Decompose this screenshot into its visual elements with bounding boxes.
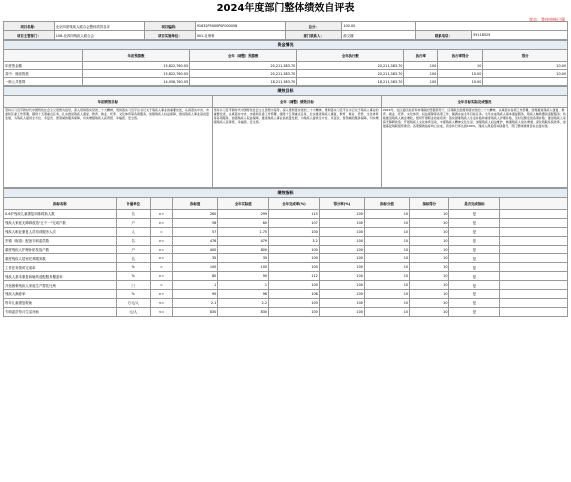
indicator-score-rate: 100: [319, 298, 364, 307]
indicator-name: 工作任务按时完成率: [4, 263, 117, 272]
indicator-unit: 万元/人: [116, 298, 150, 307]
indicators-section-title: 绩效指标: [4, 189, 568, 198]
funds-adjusted: 20,211,383.70: [190, 62, 297, 70]
indicator-done: 是: [449, 254, 500, 263]
indicator-row: [4, 272, 568, 281]
indicator-weight: 10: [364, 290, 409, 299]
indicator-done: 是: [449, 218, 500, 227]
indicator-unit: 名: [116, 210, 150, 219]
indicator-rate: 100: [269, 307, 320, 316]
indicator-actual: 2.2: [218, 298, 269, 307]
indicator-name: 重度残疾人居家托养服务数: [4, 254, 117, 263]
indicator-operator: >=: [150, 210, 173, 219]
funds-row-label: 一般公共预算: [4, 78, 83, 86]
indicator-rate: 100: [269, 298, 320, 307]
indicator-operator: =: [150, 281, 173, 290]
funds-section-title: 资金情况: [4, 41, 568, 50]
indicator-row: [4, 218, 568, 227]
project-name: 北京四宽残疾人联合会整体绩效自评: [54, 22, 144, 31]
indicator-operator: >=: [150, 218, 173, 227]
goals-header: 全年目标实际完成情况: [381, 96, 567, 108]
project-code-label: 项目编码：: [144, 22, 195, 31]
indicator-rate: 100: [269, 281, 320, 290]
indicator-score-rate: 100: [319, 236, 364, 245]
project-code: 91632P5000P0F000058: [195, 22, 285, 31]
indicator-unit: %: [116, 290, 150, 299]
funds-rate-score: 10.00: [438, 78, 483, 86]
indicator-target: 260: [173, 210, 218, 219]
indicator-score: 10: [410, 307, 449, 316]
indicator-score-rate: 100: [319, 245, 364, 254]
indicator-operator: >=: [150, 245, 173, 254]
indicator-operator: =: [150, 227, 173, 236]
goals-section-title: 绩效目标: [4, 87, 568, 96]
indicator-weight: 10: [364, 298, 409, 307]
funds-row: [4, 62, 568, 70]
goals-table: [3, 86, 568, 188]
dept-value: 106-北四四残疾人联合会: [54, 31, 144, 40]
indicator-weight: 10: [364, 281, 409, 290]
indicator-header: 得分率(%): [319, 198, 364, 210]
indicator-unit: %: [116, 272, 150, 281]
indicator-row: [4, 236, 568, 245]
indicator-row: [4, 210, 568, 219]
indicator-score: 10: [410, 218, 449, 227]
indicator-unit: 人: [116, 227, 150, 236]
funds-row: [4, 78, 568, 86]
indicators-table: [3, 188, 568, 317]
indicator-header: 是否完成指标: [449, 198, 500, 210]
indicator-operator: >=: [150, 290, 173, 299]
initial-goal-text: 坚持以习近平新时代中国特色社会主义思想为指导，深入贯彻落实党的二十大精神，贯彻落实习近平总书记关于残疾人事业的重要论述，认真落实中央、市委和区委工作部署，围绕十五项重点任务，扎实推进残疾人康复、教育、就业、托养、文化体育等各项服务，加强残疾人权益保障，推进残疾人事业高质量发展，为残疾人提供全方位、多层次、宽领域的服务保障，切实增强残疾人获得感、幸福感、安全感。: [4, 108, 213, 188]
adjusted-goal-text: 坚持以习近平新时代中国特色社会主义思想为指导，深入贯彻落实党的二十大精神，贯彻落实习近平总书记关于残疾人事业的重要论述，认真落实中央、市委和区委工作部署，围绕十五项重点任务，扎实推进残疾人康复、教育、就业、托养、文化体育等各项服务，加强残疾人权益保障，推进残疾人事业高质量发展，为残疾人提供全方位、多层次、宽领域的服务保障，切实增强残疾人获得感、幸福感、安全感。: [212, 108, 381, 188]
dept-label: 项目主管部门：: [4, 31, 55, 40]
indicator-score-rate: 100: [319, 263, 364, 272]
indicator-header: 指标名称: [4, 198, 117, 210]
actual-completion-text: 2024年，在区委区政府和市残联的坚强领导下，区残联全面贯彻落实党的二十大精神，认真落实各项工作部署，统筹推进残疾人康复、教育、就业、托养、文化体育、权益保障等各项工作，圆满完成全年目标任务。全年完成残疾人基本康复服务，残疾人辅助器具适配服务；持续推进残疾人就业增收，组织开展职业技能培训；落实困难残疾人生活补贴和重度残疾人护理补贴，及时足额发放各项补贴；推进残疾人家庭无障碍改造；开展残疾人文化体育活动，丰富残疾人精神文化生活；加强残疾人权益维护，畅通残疾人信访渠道；深化残联系统改革，加强基层残联组织建设。各项绩效指标均已完成，资金执行率达到100%，残疾人满意度持续提升，部门整体绩效目标全面实现。: [381, 108, 567, 188]
indicator-rate: 3.2: [269, 236, 320, 245]
indicator-row: [4, 227, 568, 236]
indicator-rate: 112: [269, 272, 320, 281]
indicator-operator: <=: [150, 298, 173, 307]
indicator-weight: 10: [364, 254, 409, 263]
indicator-actual: 1: [218, 281, 269, 290]
funds-rate-score: 10.00: [438, 70, 483, 78]
indicator-target: 35: [173, 254, 218, 263]
indicator-score: 10: [410, 210, 449, 219]
indicator-name: 专职委员每月生活补助: [4, 307, 117, 316]
indicator-row: [4, 254, 568, 263]
indicator-unit: 户: [116, 245, 150, 254]
indicator-rate: 107: [269, 218, 320, 227]
indicator-unit: 元/人: [116, 307, 150, 316]
indicator-actual: 830: [218, 307, 269, 316]
indicator-rate: 100: [269, 263, 320, 272]
contact-label: 部门联系人：: [285, 31, 341, 40]
indicator-unit: 户: [116, 218, 150, 227]
indicator-weight: 10: [364, 307, 409, 316]
indicator-score-rate: 100: [319, 307, 364, 316]
indicator-weight: 10: [364, 245, 409, 254]
funds-budget: 14,056,760.05: [82, 78, 189, 86]
indicator-target: 80: [173, 272, 218, 281]
funds-row-label: 其中：财政拨款: [4, 70, 83, 78]
unit-label: 项目实施单位：: [144, 31, 195, 40]
indicator-target: 830: [173, 307, 218, 316]
indicator-score: 10: [410, 281, 449, 290]
indicator-row: [4, 281, 568, 290]
indicator-score-rate: 100: [319, 272, 364, 281]
indicator-done: 是: [449, 290, 500, 299]
indicator-header: 指标得分: [410, 198, 449, 210]
indicator-unit: 名: [116, 236, 150, 245]
funds-row-label: 年度资金额: [4, 62, 83, 70]
indicator-score-rate: 100: [319, 227, 364, 236]
indicator-done: 是: [449, 227, 500, 236]
funds-table: [3, 40, 568, 86]
indicator-score: 10: [410, 298, 449, 307]
indicator-target: 100: [173, 263, 218, 272]
indicator-actual: 35: [218, 254, 269, 263]
indicator-score-rate: 100: [319, 210, 364, 219]
indicator-name: 残疾人职业康复人员培训服务人次: [4, 227, 117, 236]
funds-header: 年初预算数: [82, 50, 189, 62]
indicator-row: [4, 290, 568, 299]
funds-header: 得分: [483, 50, 568, 62]
indicator-name: 0-6岁残疾儿童康复训练救助人数: [4, 210, 117, 219]
indicator-target: 90: [173, 290, 218, 299]
indicator-weight: 10: [364, 272, 409, 281]
funds-adjusted: 18,211,383.70: [190, 78, 297, 86]
funds-header: 执行率: [404, 50, 438, 62]
status-badge: 状态：等待审核已阅: [529, 17, 565, 22]
contact-value: 薛文娜: [342, 31, 415, 40]
indicator-header: 全年完成率(%): [269, 198, 320, 210]
goals-header: 年初绩效目标: [4, 96, 213, 108]
indicator-score-rate: 100: [319, 218, 364, 227]
indicator-name: 重度残疾人护理补贴发放户数: [4, 245, 117, 254]
page-title: 2024年度部门整体绩效自评表: [216, 3, 355, 14]
funds-score: [483, 78, 568, 86]
indicator-done: 是: [449, 245, 500, 254]
funds-rate-score: 10: [438, 62, 483, 70]
indicator-actual: 800: [218, 245, 269, 254]
indicator-target: 1: [173, 281, 218, 290]
indicator-target: 400: [173, 245, 218, 254]
indicator-header: 指标值: [173, 198, 218, 210]
indicator-unit: 门: [116, 281, 150, 290]
indicator-target: 57: [173, 227, 218, 236]
phone-value: 55118525: [472, 31, 568, 40]
indicator-name: 每年儿童康复救助: [4, 298, 117, 307]
funds-header: 全年执行数: [297, 50, 404, 62]
indicator-score: 10: [410, 245, 449, 254]
indicator-score-rate: 100: [319, 290, 364, 299]
indicator-actual: 1.75: [218, 227, 269, 236]
indicator-actual: 60: [218, 218, 269, 227]
indicator-actual: 299: [218, 210, 269, 219]
indicator-done: 是: [449, 263, 500, 272]
total-score: 100.00: [342, 22, 415, 31]
indicator-actual: 90: [218, 272, 269, 281]
indicator-row: [4, 245, 568, 254]
indicator-rate: 115: [269, 210, 320, 219]
score-label: 总分：: [285, 22, 341, 31]
indicator-done: 是: [449, 236, 500, 245]
indicator-score: 10: [410, 272, 449, 281]
indicator-header: 指标分值: [364, 198, 409, 210]
indicator-row: [4, 307, 568, 316]
funds-header: 全年（调整）预算数: [190, 50, 297, 62]
funds-executed: 18,211,383.70: [297, 78, 404, 86]
indicator-name: 开拓困难残疾人家庭生产帮扶比例: [4, 281, 117, 290]
indicator-header: 计量单位: [116, 198, 150, 210]
unit-value: 001-社保科: [195, 31, 285, 40]
indicator-score: 10: [410, 263, 449, 272]
indicator-score: 10: [410, 227, 449, 236]
indicator-done: 是: [449, 298, 500, 307]
indicator-score-rate: 100: [319, 254, 364, 263]
funds-executed: 20,211,383.70: [297, 62, 404, 70]
indicator-rate: 100: [269, 254, 320, 263]
indicator-score: 10: [410, 236, 449, 245]
indicator-row: [4, 298, 568, 307]
indicator-actual: 100: [218, 263, 269, 272]
indicator-rate: 100: [269, 227, 320, 236]
funds-rate: 100: [404, 62, 438, 70]
indicator-operator: >=: [150, 272, 173, 281]
indicator-operator: >=: [150, 254, 173, 263]
funds-budget: 15,822,760.05: [82, 62, 189, 70]
indicator-weight: 10: [364, 236, 409, 245]
indicator-done: 是: [449, 272, 500, 281]
indicator-unit: %: [116, 263, 150, 272]
funds-header: 执行率得分: [438, 50, 483, 62]
indicator-name: 乡镇（街道）配备专职委员数: [4, 236, 117, 245]
indicator-operator: >=: [150, 236, 173, 245]
indicator-row: [4, 263, 568, 272]
indicator-rate: 106: [269, 290, 320, 299]
indicator-name: 残疾人基本康复和辅具适配服务覆盖率: [4, 272, 117, 281]
goals-header: 全年（调整）绩效目标: [212, 96, 381, 108]
funds-row: [4, 70, 568, 78]
indicator-weight: 10: [364, 218, 409, 227]
funds-adjusted: 20,211,383.70: [190, 70, 297, 78]
indicator-weight: 10: [364, 263, 409, 272]
indicator-operator: =: [150, 263, 173, 272]
indicator-target: 2.1: [173, 298, 218, 307]
indicator-done: 是: [449, 281, 500, 290]
phone-label: 联系电话：: [415, 31, 471, 40]
indicator-done: 是: [449, 210, 500, 219]
funds-rate: 100: [404, 70, 438, 78]
indicator-score-rate: 100: [319, 281, 364, 290]
info-table: [3, 21, 568, 40]
indicator-score: 10: [410, 254, 449, 263]
indicator-done: 是: [449, 307, 500, 316]
indicator-weight: 10: [364, 210, 409, 219]
indicator-name: 残疾人满意率: [4, 290, 117, 299]
indicator-target: 56: [173, 218, 218, 227]
indicator-score: 10: [410, 290, 449, 299]
indicator-target: 476: [173, 236, 218, 245]
funds-score: 10.00: [483, 70, 568, 78]
indicator-name: 残疾人家庭无障碍改造"五个一"完成户数: [4, 218, 117, 227]
indicator-rate: 100: [269, 245, 320, 254]
funds-rate: 100: [404, 78, 438, 86]
indicator-header: 全年实际值: [218, 198, 269, 210]
indicator-operator: <=: [150, 307, 173, 316]
indicator-actual: 96: [218, 290, 269, 299]
funds-score: 10.00: [483, 62, 568, 70]
indicator-actual: 479: [218, 236, 269, 245]
funds-budget: 15,822,760.05: [82, 70, 189, 78]
funds-executed: 20,211,383.70: [297, 70, 404, 78]
project-name-label: 项目名称：: [4, 22, 55, 31]
indicator-weight: 10: [364, 227, 409, 236]
indicator-unit: 名: [116, 254, 150, 263]
